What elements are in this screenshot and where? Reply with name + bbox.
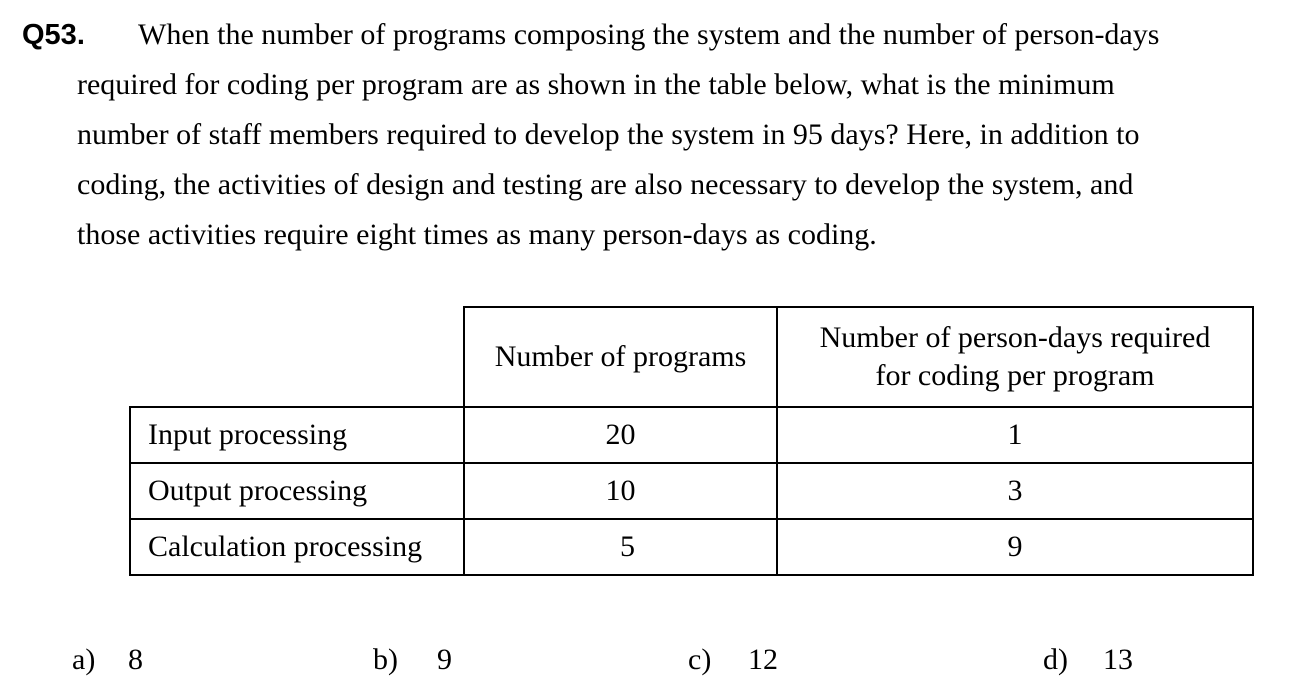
option-value: 13 — [1103, 643, 1133, 676]
question-text-line-2: required for coding per program are as shown in the table below, what is the minimum — [77, 68, 1115, 101]
option-letter: a) — [72, 643, 96, 676]
table-row — [130, 519, 1253, 575]
header-number-of-programs — [464, 307, 777, 407]
table-row — [130, 407, 1253, 463]
person-days-value: 9 — [777, 519, 1253, 575]
header-programs-label: Number of programs — [494, 340, 747, 373]
programs-value: 20 — [464, 407, 777, 463]
question-number: Q53. — [22, 19, 85, 51]
option-c[interactable] — [688, 640, 778, 680]
data-table — [129, 306, 1254, 576]
row-label: Output processing — [130, 463, 464, 519]
option-value: 12 — [748, 643, 778, 676]
question-text-line-3: number of staff members required to develop the system in 95 days? Here, in addition to — [77, 118, 1140, 151]
option-letter: d) — [1043, 643, 1068, 676]
option-value: 8 — [128, 643, 143, 676]
question-text-line-1: When the number of programs composing the system and the number of person-days — [138, 18, 1160, 51]
header-person-days-line-1: Number of person-days required — [819, 321, 1211, 354]
header-person-days — [777, 307, 1253, 407]
question-text-line-4: coding, the activities of design and testing are also necessary to develop the system, and — [77, 168, 1134, 201]
header-person-days-line-2: for coding per program — [875, 359, 1155, 392]
table-row — [130, 463, 1253, 519]
option-d[interactable] — [1043, 640, 1133, 680]
table-corner-cell — [130, 307, 464, 407]
programs-value: 5 — [464, 519, 777, 575]
option-letter: c) — [688, 643, 712, 676]
question-text-line-5: those activities require eight times as many person-days as coding. — [77, 218, 877, 251]
option-value: 9 — [437, 643, 452, 676]
row-label: Calculation processing — [130, 519, 464, 575]
option-b[interactable] — [373, 640, 452, 680]
person-days-value: 1 — [777, 407, 1253, 463]
row-label: Input processing — [130, 407, 464, 463]
table-header-row — [130, 307, 1253, 407]
person-days-value: 3 — [777, 463, 1253, 519]
option-a[interactable] — [72, 640, 143, 680]
option-letter: b) — [373, 643, 398, 676]
programs-value: 10 — [464, 463, 777, 519]
